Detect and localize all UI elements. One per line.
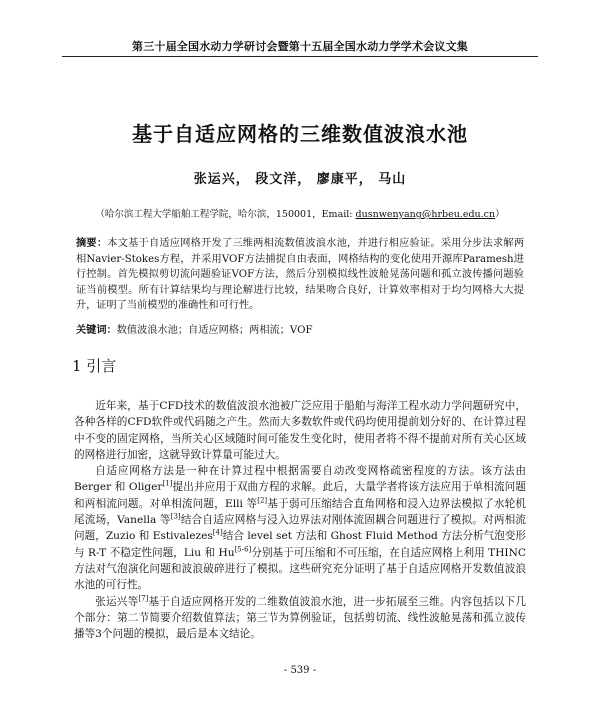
- keywords-text: 数值波浪水池；自适应网格；两相流；VOF: [116, 325, 313, 336]
- author-list: 张运兴， 段文洋， 廖康平， 马山: [193, 172, 407, 187]
- page-number: - 539 -: [283, 665, 317, 676]
- p2-text-e: 结合 level set 方法和 Ghost Fluid Method 方法分析气泡变形与 R-T 不稳定性问题，Liu 和 Hu: [74, 530, 527, 559]
- citation-ref: [3]: [170, 512, 181, 521]
- citation-ref: [4]: [212, 528, 223, 537]
- running-head: 第三十届全国水动力学研讨会暨第十五届全国水动力学学术会议文集: [132, 40, 468, 53]
- header-rule: [62, 56, 538, 57]
- section-heading: 1 引言: [72, 357, 117, 375]
- paragraph-2: [74, 463, 526, 593]
- p2-text-d: 结合自适应网格与浸入边界法对刚体流固耦合问题进行了模拟。对两相流问题，Zuzio 和 Estivalezes: [74, 514, 527, 543]
- p2-text-c: 基于弱可压缩结合直角网格和浸入边界法模拟了水轮机尾流场，Vanella 等: [74, 497, 526, 527]
- abstract-label: 摘要：: [76, 238, 108, 249]
- p2-text-a: 自适应网格方法是一种在计算过程中根据需要自动改变网格疏密程度的方法。该方法由 Berger 和 Oliger: [74, 465, 526, 494]
- p2-text-b: 提出并应用于双曲方程的求解。此后，大量学者将该方法应用于单相流问题和两相流问题。对单相流问题，Elli 等: [74, 481, 526, 510]
- p2-text-f: 分别基于可压缩和不可压缩，在自适应网格上利用 THINC 方法对气泡演化问题和波浪破碎进行了模拟。这些研究充分证明了基于自适应网格开发数值波浪水池的可行性。: [74, 546, 526, 592]
- body-text: [74, 398, 526, 642]
- p3-text-a: 张运兴等: [95, 595, 139, 608]
- affiliation: [0, 206, 600, 220]
- abstract: [76, 236, 524, 314]
- keywords: [76, 321, 524, 336]
- paragraph-3: [74, 594, 526, 643]
- p3-text-b: 基于自适应网格开发的二维数值波浪水池，进一步拓展至三维。内容包括以下几个部分：第二节简要介绍数值算法；第三节为算例验证，包括剪切流、线性波舱晃荡和孤立波传播等3个问题的模拟，最后是本文结论。: [74, 595, 527, 641]
- paragraph-1: 近年来，基于CFD技术的数值波浪水池被广泛应用于船舶与海洋工程水动力学问题研究中，各种各样的CFD软件或代码随之产生。然而大多数软件或代码均使用提前划分好的、在计算过程中不变的固定网格，当所关心区域随时间可能发生变化时，使用者将不得不提前对所有关心区域的网格进行加密，这就导致计算量可能过大。: [74, 400, 526, 461]
- citation-ref: [1]: [162, 479, 173, 488]
- citation-ref: [5-6]: [234, 545, 252, 554]
- keywords-label: 关键词：: [76, 325, 117, 336]
- affiliation-close: ）: [495, 209, 505, 220]
- citation-ref: [7]: [138, 594, 149, 603]
- affiliation-text: （哈尔滨工程大学船舶工程学院，哈尔滨，150001，Email:: [95, 209, 356, 220]
- paper-title: 基于自适应网格的三维数值波浪水池: [132, 122, 468, 146]
- citation-ref: [2]: [257, 496, 268, 505]
- abstract-text: 本文基于自适应网格开发了三维两相流数值波浪水池，并进行相应验证。采用分步法求解两相Navier-Stokes方程，并采用VOF方法捕捉自由表面，网格结构的变化使用开源库Paramesh进行控制。首先模拟剪切流问题验证VOF方法，然后分别模拟线性波舱晃荡问题和孤立波传播问题验证当前模型。所有计算结果均与理论解进行比较，结果吻合良好，计算效率相对于均匀网格大大提升，证明了当前模型的准确性和可行性。: [76, 238, 525, 312]
- email-address: dusnwenyang@hrbeu.edu.cn: [355, 209, 496, 220]
